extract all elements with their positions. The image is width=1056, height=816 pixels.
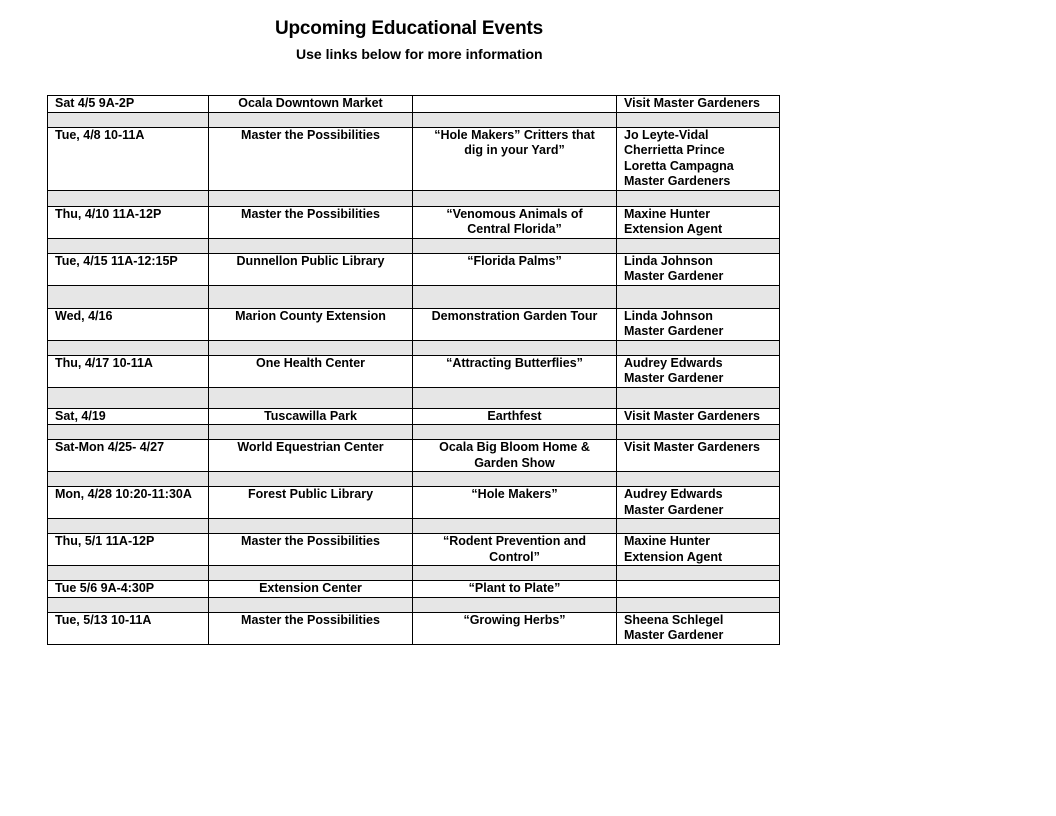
spacer-cell — [209, 597, 413, 612]
topic-line: “Florida Palms” — [467, 253, 562, 268]
spacer-cell — [617, 340, 780, 355]
presenter-line: Extension Agent — [624, 222, 723, 236]
date-cell — [48, 581, 209, 598]
event-row — [48, 308, 780, 340]
spacer-cell — [413, 340, 617, 355]
spacer-cell — [48, 597, 209, 612]
date-text: Wed, 4/16 — [55, 308, 113, 323]
presenter-cell — [617, 487, 780, 519]
spacer-cell — [209, 566, 413, 581]
location-text: Ocala Downtown Market — [238, 96, 383, 110]
spacer-cell — [617, 597, 780, 612]
topic-cell — [413, 96, 617, 113]
events-table — [47, 95, 780, 645]
topic-line: “Plant to Plate” — [468, 581, 561, 595]
presenter-cell — [617, 581, 780, 598]
spacer-cell — [413, 597, 617, 612]
topic-cell — [413, 253, 617, 285]
location-text: Master the Possibilities — [241, 534, 380, 548]
spacer-cell — [209, 238, 413, 253]
location-cell — [209, 408, 413, 425]
spacer-cell — [48, 519, 209, 534]
spacer-cell — [617, 425, 780, 440]
topic-cell — [413, 355, 617, 387]
location-cell — [209, 612, 413, 644]
date-text: Thu, 4/17 10-11A — [55, 355, 153, 370]
topic-line: “Rodent Prevention and — [442, 534, 587, 548]
spacer-row — [48, 238, 780, 253]
presenter-cell — [617, 612, 780, 644]
topic-line: Garden Show — [474, 455, 555, 470]
topic-line: Ocala Big Bloom Home & — [439, 440, 590, 454]
presenter-line: Visit Master Gardeners — [624, 440, 760, 454]
date-text: Thu, 5/1 11A-12P — [55, 534, 155, 548]
location-text: World Equestrian Center — [237, 440, 384, 454]
page-subtitle: Use links below for more information — [296, 46, 543, 62]
spacer-row — [48, 112, 780, 127]
event-row — [48, 355, 780, 387]
spacer-cell — [48, 112, 209, 127]
location-text: One Health Center — [255, 355, 366, 370]
spacer-cell — [617, 472, 780, 487]
spacer-cell — [209, 190, 413, 206]
spacer-row — [48, 340, 780, 355]
date-cell — [48, 408, 209, 425]
date-cell — [48, 253, 209, 285]
spacer-cell — [209, 340, 413, 355]
location-cell — [209, 253, 413, 285]
spacer-row — [48, 472, 780, 487]
event-row — [48, 581, 780, 598]
presenter-cell — [617, 534, 780, 566]
topic-line: “Venomous Animals of — [446, 206, 583, 221]
topic-line: Earthfest — [487, 408, 542, 423]
presenter-line: Master Gardener — [624, 628, 724, 642]
page-title: Upcoming Educational Events — [275, 18, 544, 39]
topic-cell — [413, 534, 617, 566]
spacer-cell — [48, 238, 209, 253]
event-row — [48, 487, 780, 519]
presenter-line: Audrey Edwards — [624, 355, 723, 370]
spacer-cell — [209, 472, 413, 487]
spacer-cell — [48, 340, 209, 355]
topic-cell — [413, 206, 617, 238]
spacer-row — [48, 387, 780, 408]
spacer-row — [48, 285, 780, 308]
event-row — [48, 206, 780, 238]
date-cell — [48, 534, 209, 566]
date-text: Sat 4/5 9A-2P — [55, 96, 135, 110]
spacer-cell — [413, 112, 617, 127]
event-row — [48, 253, 780, 285]
presenter-line: Maxine Hunter — [624, 534, 711, 548]
spacer-cell — [617, 566, 780, 581]
presenter-cell — [617, 308, 780, 340]
topic-cell — [413, 581, 617, 598]
spacer-cell — [413, 519, 617, 534]
spacer-cell — [209, 387, 413, 408]
spacer-cell — [413, 387, 617, 408]
location-text: Marion County Extension — [235, 308, 386, 323]
presenter-cell — [617, 127, 780, 190]
spacer-cell — [413, 566, 617, 581]
location-cell — [209, 487, 413, 519]
event-row — [48, 96, 780, 113]
date-text: Sat, 4/19 — [55, 408, 106, 423]
spacer-cell — [209, 519, 413, 534]
spacer-cell — [617, 238, 780, 253]
location-text: Dunnellon Public Library — [236, 253, 385, 268]
event-row — [48, 534, 780, 566]
spacer-cell — [48, 472, 209, 487]
date-cell — [48, 127, 209, 190]
spacer-cell — [617, 519, 780, 534]
presenter-line: Loretta Campagna — [624, 158, 734, 173]
date-cell — [48, 487, 209, 519]
spacer-cell — [209, 425, 413, 440]
date-text: Thu, 4/10 11A-12P — [55, 206, 162, 221]
presenter-line: Sheena Schlegel — [624, 612, 724, 627]
topic-cell — [413, 440, 617, 472]
presenter-line: Cherrietta Prince — [624, 143, 725, 157]
date-cell — [48, 612, 209, 644]
event-row — [48, 127, 780, 190]
presenter-line: Master Gardener — [624, 269, 724, 283]
spacer-cell — [617, 285, 780, 308]
spacer-cell — [48, 425, 209, 440]
spacer-cell — [617, 190, 780, 206]
presenter-line: Jo Leyte-Vidal — [624, 127, 709, 142]
presenter-line: Extension Agent — [624, 549, 723, 564]
presenter-line: Master Gardener — [624, 324, 724, 338]
presenter-line: Master Gardeners — [624, 174, 731, 188]
spacer-row — [48, 566, 780, 581]
location-text: Tuscawilla Park — [264, 408, 357, 423]
date-cell — [48, 440, 209, 472]
spacer-row — [48, 425, 780, 440]
location-text: Forest Public Library — [247, 487, 374, 501]
date-cell — [48, 355, 209, 387]
presenter-line: Visit Master Gardeners — [624, 96, 760, 110]
spacer-cell — [413, 238, 617, 253]
presenter-line: Linda Johnson — [624, 253, 713, 268]
spacer-cell — [413, 472, 617, 487]
spacer-row — [48, 597, 780, 612]
spacer-cell — [209, 285, 413, 308]
event-row — [48, 408, 780, 425]
presenter-cell — [617, 408, 780, 425]
topic-line: Central Florida” — [467, 222, 562, 236]
events-table-body — [48, 96, 780, 645]
spacer-cell — [617, 387, 780, 408]
location-text: Master the Possibilities — [241, 127, 380, 142]
presenter-line: Visit Master Gardeners — [624, 408, 760, 423]
spacer-cell — [413, 285, 617, 308]
topic-line: “Hole Makers” Critters that — [434, 127, 595, 142]
date-cell — [48, 308, 209, 340]
spacer-cell — [617, 112, 780, 127]
topic-cell — [413, 408, 617, 425]
location-cell — [209, 355, 413, 387]
event-row — [48, 440, 780, 472]
spacer-cell — [413, 425, 617, 440]
spacer-row — [48, 190, 780, 206]
location-text: Master the Possibilities — [241, 206, 380, 221]
location-cell — [209, 308, 413, 340]
date-cell — [48, 206, 209, 238]
date-text: Tue, 4/15 11A-12:15P — [55, 253, 178, 268]
spacer-cell — [48, 387, 209, 408]
topic-cell — [413, 308, 617, 340]
spacer-cell — [413, 190, 617, 206]
presenter-cell — [617, 206, 780, 238]
spacer-cell — [209, 112, 413, 127]
location-cell — [209, 581, 413, 598]
location-text: Master the Possibilities — [241, 612, 380, 627]
topic-line: Demonstration Garden Tour — [431, 308, 598, 323]
topic-line: “Attracting Butterflies” — [446, 355, 583, 370]
spacer-cell — [48, 285, 209, 308]
presenter-cell — [617, 355, 780, 387]
date-text: Tue, 5/13 10-11A — [55, 612, 152, 627]
location-cell — [209, 440, 413, 472]
date-text: Tue, 4/8 10-11A — [55, 127, 145, 142]
topic-cell — [413, 127, 617, 190]
presenter-cell — [617, 253, 780, 285]
topic-cell — [413, 487, 617, 519]
presenter-cell — [617, 440, 780, 472]
spacer-cell — [48, 190, 209, 206]
date-cell — [48, 96, 209, 113]
event-row — [48, 612, 780, 644]
presenter-line: Maxine Hunter — [624, 206, 711, 221]
location-text: Extension Center — [259, 581, 362, 595]
location-cell — [209, 534, 413, 566]
location-cell — [209, 206, 413, 238]
presenter-cell — [617, 96, 780, 113]
presenter-line: Master Gardener — [624, 371, 724, 385]
date-text: Tue 5/6 9A-4:30P — [55, 581, 155, 595]
spacer-row — [48, 519, 780, 534]
location-cell — [209, 127, 413, 190]
spacer-cell — [48, 566, 209, 581]
topic-line: dig in your Yard” — [464, 143, 565, 157]
topic-line: Control” — [489, 549, 540, 564]
topic-line: “Growing Herbs” — [463, 612, 566, 627]
topic-line: “Hole Makers” — [471, 487, 558, 501]
presenter-line: Master Gardener — [624, 502, 724, 517]
presenter-line: Linda Johnson — [624, 308, 713, 323]
date-text: Sat-Mon 4/25- 4/27 — [55, 440, 165, 454]
date-text: Mon, 4/28 10:20-11:30A — [55, 487, 192, 501]
location-cell — [209, 96, 413, 113]
presenter-line: Audrey Edwards — [624, 487, 723, 501]
topic-cell — [413, 612, 617, 644]
